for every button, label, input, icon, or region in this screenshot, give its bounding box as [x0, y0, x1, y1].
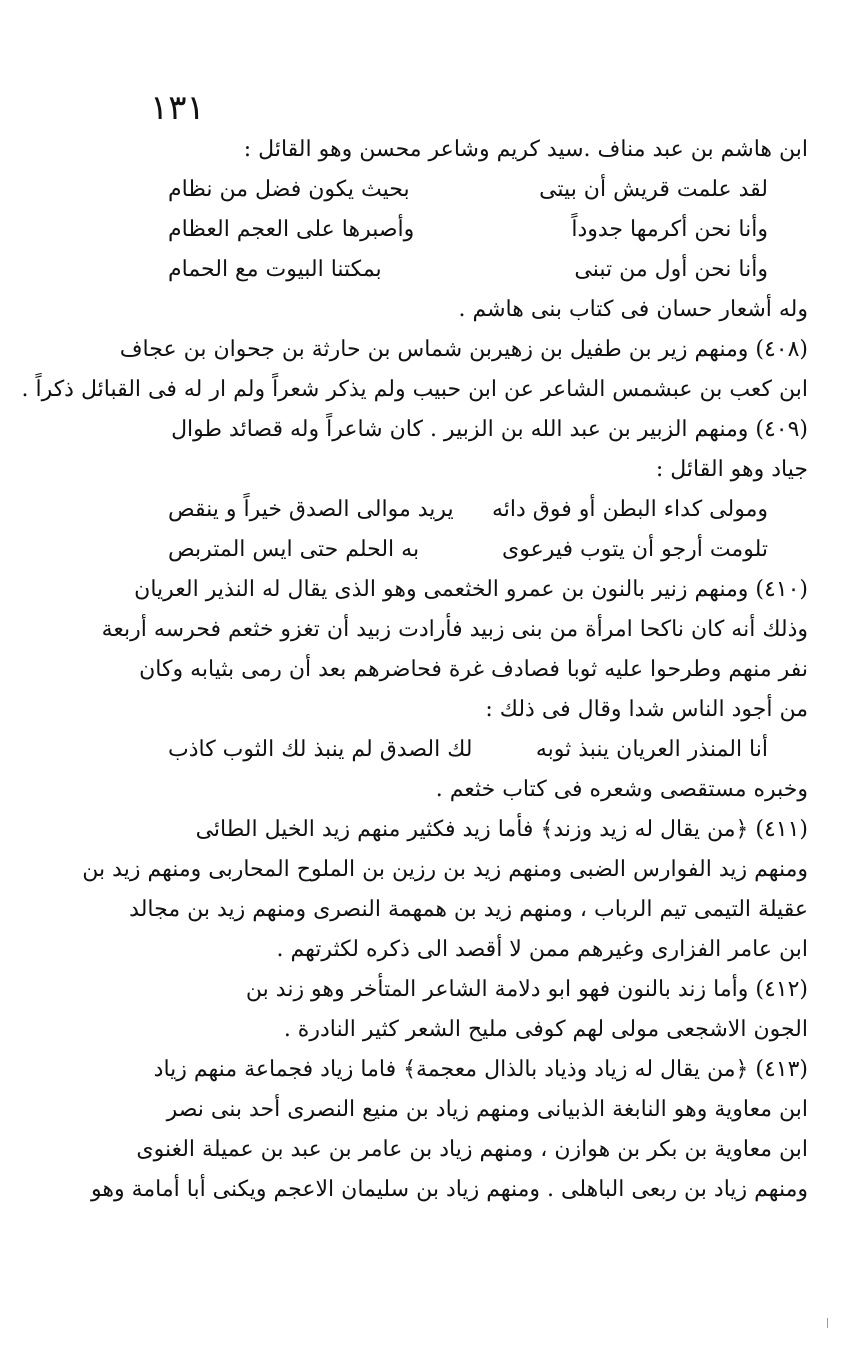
- prose-line: من أجود الناس شدا وقال فى ذلك :: [485, 697, 808, 722]
- verse-line: [128, 250, 808, 290]
- prose-line: جياد وهو القائل :: [655, 457, 808, 482]
- page-number: ١٣١: [150, 88, 205, 128]
- verse-first-hemistich: وأنا نحن أكرمها جدوداً: [571, 217, 768, 242]
- verse-line: [128, 210, 808, 250]
- prose-line: ابن هاشم بن عبد مناف .سيد كريم وشاعر محسن وهو القائل :: [243, 137, 808, 162]
- prose-line: (٤١١) ﴿من يقال له زيد وزند﴾ فأما زيد فكثير منهم زيد الخيل الطائى: [195, 817, 808, 842]
- verse-first-hemistich: لقد علمت قريش أن بيتى: [539, 177, 768, 202]
- prose-line: (٤٠٨) ومنهم زير بن طفيل بن زهيربن شماس بن حارثة بن جحوان بن عجاف: [119, 337, 808, 362]
- verse-first-hemistich: وأنا نحن أول من تبنى: [574, 257, 768, 282]
- prose-line: الجون الاشجعى مولى لهم كوفى مليح الشعر كثير النادرة .: [283, 1017, 808, 1042]
- body-text: [21, 130, 808, 1210]
- prose-line: (٤٠٩) ومنهم الزبير بن عبد الله بن الزبير . كان شاعراً وله قصائد طوال: [171, 417, 808, 442]
- prose-line: عقيلة التيمى تيم الرباب ، ومنهم زيد بن همهمة النصرى ومنهم زيد بن مجالد: [129, 897, 808, 922]
- verse-first-hemistich: تلومت أرجو أن يتوب فيرعوى: [502, 537, 768, 562]
- margin-mark: [827, 1318, 828, 1328]
- prose-line: وله أشعار حسان فى كتاب بنى هاشم .: [458, 297, 808, 322]
- verse-line: [128, 170, 808, 210]
- verse-second-hemistich: لك الصدق لم ينبذ لك الثوب كاذب: [168, 737, 473, 762]
- verse-second-hemistich: بمكتنا البيوت مع الحمام: [168, 257, 382, 282]
- verse-line: [128, 530, 808, 570]
- prose-line: ابن كعب بن عبشمس الشاعر عن ابن حبيب ولم يذكر شعراً ولم ار له فى القبائل ذكراً .: [21, 377, 808, 402]
- prose-line: (٤١٢) وأما زند بالنون فهو ابو دلامة الشاعر المتأخر وهو زند بن: [245, 977, 808, 1002]
- prose-line: (٤١٣) ﴿من يقال له زياد وذياد بالذال معجمة﴾ فاما زياد فجماعة منهم زياد: [153, 1057, 808, 1082]
- verse-line: [128, 730, 808, 770]
- verse-second-hemistich: بحيث يكون فضل من نظام: [168, 177, 410, 202]
- verse-first-hemistich: أنا المنذر العريان ينبذ ثوبه: [535, 737, 768, 762]
- verse-second-hemistich: وأصبرها على العجم العظام: [168, 217, 415, 242]
- prose-line: نفر منهم وطرحوا عليه ثوبا فصادف غرة فحاضرهم بعد أن رمى بثيابه وكان: [139, 657, 808, 682]
- verse-second-hemistich: يريد موالى الصدق خيراً و ينقص: [168, 497, 454, 522]
- prose-line: (٤١٠) ومنهم زنير بالنون بن عمرو الخثعمى وهو الذى يقال له النذير العريان: [134, 577, 808, 602]
- prose-line: ابن عامر الفزارى وغيرهم ممن لا أقصد الى ذكره لكثرتهم .: [276, 937, 808, 962]
- verse-first-hemistich: ومولى كداء البطن أو فوق دائه: [491, 497, 768, 522]
- prose-line: ومنهم زيد الفوارس الضبى ومنهم زيد بن رزين بن الملوح المحاربى ومنهم زيد بن: [82, 857, 808, 882]
- prose-line: ابن معاوية وهو النابغة الذبيانى ومنهم زياد بن منيع النصرى أحد بنى نصر: [166, 1097, 808, 1122]
- verse-second-hemistich: به الحلم حتى ايس المتربص: [168, 537, 420, 562]
- prose-line: ومنهم زياد بن ربعى الباهلى . ومنهم زياد بن سليمان الاعجم ويكنى أبا أمامة وهو: [90, 1177, 808, 1202]
- prose-line: وخبره مستقصى وشعره فى كتاب خثعم .: [435, 777, 808, 802]
- prose-line: وذلك أنه كان ناكحا امرأة من بنى زبيد فأرادت زبيد أن تغزو خثعم فحرسه أربعة: [101, 617, 808, 642]
- prose-line: ابن معاوية بن بكر بن هوازن ، ومنهم زياد بن عامر بن عبد بن عميلة الغنوى: [136, 1137, 808, 1162]
- verse-line: [128, 490, 808, 530]
